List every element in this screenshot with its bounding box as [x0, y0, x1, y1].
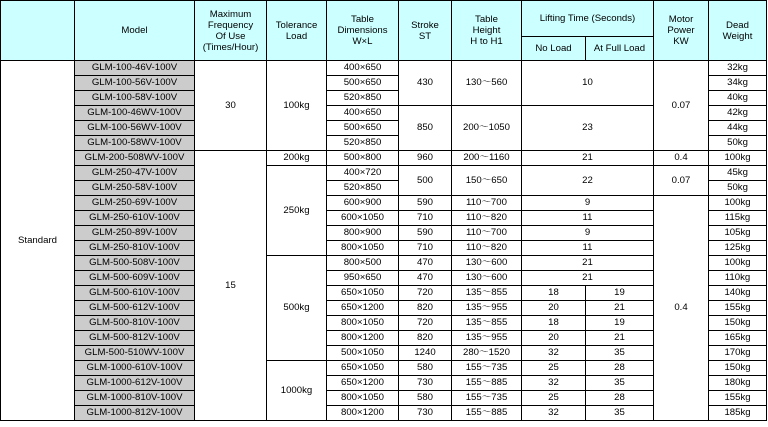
power-cell: 0.4 [654, 196, 709, 421]
dims-cell: 400×720 [327, 166, 399, 181]
model-cell: GLM-1000-612V-100V [75, 376, 195, 391]
table-row [1, 61, 767, 76]
table-row [1, 316, 767, 331]
dims-cell: 800×1050 [327, 241, 399, 256]
frequency-cell: 15 [195, 151, 267, 421]
dims-cell: 800×1050 [327, 391, 399, 406]
table-row [1, 166, 767, 181]
header-stroke: Stroke ST [399, 1, 452, 61]
dims-cell: 520×850 [327, 136, 399, 151]
power-cell: 0.07 [654, 166, 709, 196]
no-load-cell: 32 [522, 346, 586, 361]
full-load-cell: 35 [586, 376, 654, 391]
model-cell: GLM-200-508WV-100V [75, 151, 195, 166]
dims-cell: 520×850 [327, 91, 399, 106]
model-cell: GLM-250-47V-100V [75, 166, 195, 181]
height-cell: 135～955 [452, 331, 522, 346]
table-row [1, 226, 767, 241]
weight-cell: 170kg [709, 346, 767, 361]
height-cell: 130～600 [452, 271, 522, 286]
weight-cell: 100kg [709, 256, 767, 271]
height-cell: 155～735 [452, 361, 522, 376]
weight-cell: 115kg [709, 211, 767, 226]
table-row [1, 256, 767, 271]
height-cell: 155～735 [452, 391, 522, 406]
weight-cell: 100kg [709, 151, 767, 166]
model-cell: GLM-500-508V-100V [75, 256, 195, 271]
dims-cell: 600×1050 [327, 211, 399, 226]
weight-cell: 40kg [709, 91, 767, 106]
model-cell: GLM-100-58WV-100V [75, 136, 195, 151]
lift-time-cell: 21 [522, 256, 654, 271]
stroke-cell: 470 [399, 271, 452, 286]
height-cell: 110～700 [452, 226, 522, 241]
lift-time-cell: 21 [522, 151, 654, 166]
no-load-cell: 20 [522, 301, 586, 316]
dims-cell: 800×1200 [327, 406, 399, 421]
model-cell: GLM-500-610V-100V [75, 286, 195, 301]
lift-time-cell: 10 [522, 61, 654, 106]
no-load-cell: 18 [522, 316, 586, 331]
full-load-cell: 21 [586, 331, 654, 346]
stroke-cell: 850 [399, 106, 452, 151]
height-cell: 130～560 [452, 61, 522, 106]
lift-time-cell: 9 [522, 196, 654, 211]
model-cell: GLM-1000-610V-100V [75, 361, 195, 376]
model-cell: GLM-1000-810V-100V [75, 391, 195, 406]
weight-cell: 125kg [709, 241, 767, 256]
weight-cell: 42kg [709, 106, 767, 121]
model-cell: GLM-100-46V-100V [75, 61, 195, 76]
height-cell: 200～1050 [452, 106, 522, 151]
dims-cell: 650×1200 [327, 376, 399, 391]
model-cell: GLM-250-610V-100V [75, 211, 195, 226]
header-tolerance-load: Tolerance Load [267, 1, 327, 61]
weight-cell: 140kg [709, 286, 767, 301]
table-row [1, 331, 767, 346]
model-cell: GLM-500-609V-100V [75, 271, 195, 286]
dims-cell: 500×650 [327, 121, 399, 136]
table-header [1, 1, 767, 61]
table-row [1, 106, 767, 121]
header-lifting-time: Lifting Time (Seconds) [522, 1, 654, 37]
header-full-load: At Full Load [586, 37, 654, 61]
stroke-cell: 580 [399, 391, 452, 406]
weight-cell: 155kg [709, 301, 767, 316]
dims-cell: 500×650 [327, 76, 399, 91]
weight-cell: 165kg [709, 331, 767, 346]
dims-cell: 800×500 [327, 256, 399, 271]
model-cell: GLM-100-56WV-100V [75, 121, 195, 136]
dims-cell: 650×1200 [327, 301, 399, 316]
load-cell: 100kg [267, 61, 327, 151]
dims-cell: 500×800 [327, 151, 399, 166]
weight-cell: 50kg [709, 136, 767, 151]
weight-cell: 185kg [709, 406, 767, 421]
dims-cell: 400×650 [327, 61, 399, 76]
table-row [1, 271, 767, 286]
header-corner [1, 1, 75, 61]
table-row [1, 241, 767, 256]
height-cell: 110～700 [452, 196, 522, 211]
stroke-cell: 470 [399, 256, 452, 271]
table-row [1, 406, 767, 421]
model-cell: GLM-100-58V-100V [75, 91, 195, 106]
full-load-cell: 28 [586, 391, 654, 406]
dims-cell: 650×1050 [327, 361, 399, 376]
weight-cell: 110kg [709, 271, 767, 286]
stroke-cell: 730 [399, 406, 452, 421]
full-load-cell: 21 [586, 301, 654, 316]
height-cell: 135～855 [452, 286, 522, 301]
dims-cell: 800×1200 [327, 331, 399, 346]
height-cell: 155～885 [452, 406, 522, 421]
height-cell: 280～1520 [452, 346, 522, 361]
height-cell: 135～855 [452, 316, 522, 331]
table-row [1, 286, 767, 301]
stroke-cell: 820 [399, 301, 452, 316]
stroke-cell: 430 [399, 61, 452, 106]
height-cell: 110～820 [452, 241, 522, 256]
model-cell: GLM-100-46WV-100V [75, 106, 195, 121]
table-row [1, 151, 767, 166]
table-row [1, 211, 767, 226]
lift-time-cell: 9 [522, 226, 654, 241]
table-row [1, 346, 767, 361]
weight-cell: 34kg [709, 76, 767, 91]
weight-cell: 105kg [709, 226, 767, 241]
full-load-cell: 35 [586, 406, 654, 421]
model-cell: GLM-250-810V-100V [75, 241, 195, 256]
stroke-cell: 1240 [399, 346, 452, 361]
lift-time-cell: 22 [522, 166, 654, 196]
table-row [1, 196, 767, 211]
table-row [1, 301, 767, 316]
model-cell: GLM-500-812V-100V [75, 331, 195, 346]
no-load-cell: 20 [522, 331, 586, 346]
load-cell: 250kg [267, 166, 327, 256]
no-load-cell: 32 [522, 406, 586, 421]
header-frequency: Maximum Frequency Of Use (Times/Hour) [195, 1, 267, 61]
no-load-cell: 25 [522, 361, 586, 376]
stroke-cell: 580 [399, 361, 452, 376]
model-cell: GLM-1000-812V-100V [75, 406, 195, 421]
header-motor-power: Motor Power KW [654, 1, 709, 61]
full-load-cell: 19 [586, 316, 654, 331]
weight-cell: 150kg [709, 316, 767, 331]
header-dead-weight: Dead Weight [709, 1, 767, 61]
table-body [1, 61, 767, 421]
height-cell: 110～820 [452, 211, 522, 226]
lift-time-cell: 11 [522, 211, 654, 226]
height-cell: 130～600 [452, 256, 522, 271]
model-cell: GLM-100-56V-100V [75, 76, 195, 91]
weight-cell: 100kg [709, 196, 767, 211]
frequency-cell: 30 [195, 61, 267, 151]
dims-cell: 500×1050 [327, 346, 399, 361]
weight-cell: 45kg [709, 166, 767, 181]
load-cell: 500kg [267, 256, 327, 361]
weight-cell: 44kg [709, 121, 767, 136]
dims-cell: 950×650 [327, 271, 399, 286]
height-cell: 155～885 [452, 376, 522, 391]
weight-cell: 150kg [709, 361, 767, 376]
dims-cell: 650×1050 [327, 286, 399, 301]
lift-time-cell: 21 [522, 271, 654, 286]
model-cell: GLM-250-69V-100V [75, 196, 195, 211]
stroke-cell: 730 [399, 376, 452, 391]
height-cell: 200～1160 [452, 151, 522, 166]
power-cell: 0.4 [654, 151, 709, 166]
model-cell: GLM-500-810V-100V [75, 316, 195, 331]
dims-cell: 800×1050 [327, 316, 399, 331]
dims-cell: 400×650 [327, 106, 399, 121]
weight-cell: 180kg [709, 376, 767, 391]
table-row [1, 391, 767, 406]
weight-cell: 32kg [709, 61, 767, 76]
stroke-cell: 590 [399, 196, 452, 211]
stroke-cell: 820 [399, 331, 452, 346]
header-no-load: No Load [522, 37, 586, 61]
stroke-cell: 710 [399, 241, 452, 256]
weight-cell: 50kg [709, 181, 767, 196]
model-cell: GLM-250-89V-100V [75, 226, 195, 241]
table-row [1, 361, 767, 376]
dims-cell: 800×900 [327, 226, 399, 241]
category-cell: Standard [1, 61, 75, 421]
full-load-cell: 19 [586, 286, 654, 301]
no-load-cell: 32 [522, 376, 586, 391]
stroke-cell: 960 [399, 151, 452, 166]
stroke-cell: 590 [399, 226, 452, 241]
no-load-cell: 18 [522, 286, 586, 301]
lift-time-cell: 11 [522, 241, 654, 256]
height-cell: 150～650 [452, 166, 522, 196]
load-cell: 200kg [267, 151, 327, 166]
no-load-cell: 25 [522, 391, 586, 406]
power-cell: 0.07 [654, 61, 709, 151]
stroke-cell: 720 [399, 316, 452, 331]
dims-cell: 600×900 [327, 196, 399, 211]
height-cell: 135～955 [452, 301, 522, 316]
lift-time-cell: 23 [522, 106, 654, 151]
stroke-cell: 710 [399, 211, 452, 226]
stroke-cell: 720 [399, 286, 452, 301]
table-row [1, 376, 767, 391]
dims-cell: 520×850 [327, 181, 399, 196]
load-cell: 1000kg [267, 361, 327, 421]
header-table-height: Table Height H to H1 [452, 1, 522, 61]
model-cell: GLM-500-612V-100V [75, 301, 195, 316]
full-load-cell: 35 [586, 346, 654, 361]
weight-cell: 155kg [709, 391, 767, 406]
full-load-cell: 28 [586, 361, 654, 376]
header-model: Model [75, 1, 195, 61]
stroke-cell: 500 [399, 166, 452, 196]
header-table-dimensions: Table Dimensions W×L [327, 1, 399, 61]
model-cell: GLM-250-58V-100V [75, 181, 195, 196]
model-cell: GLM-500-510WV-100V [75, 346, 195, 361]
